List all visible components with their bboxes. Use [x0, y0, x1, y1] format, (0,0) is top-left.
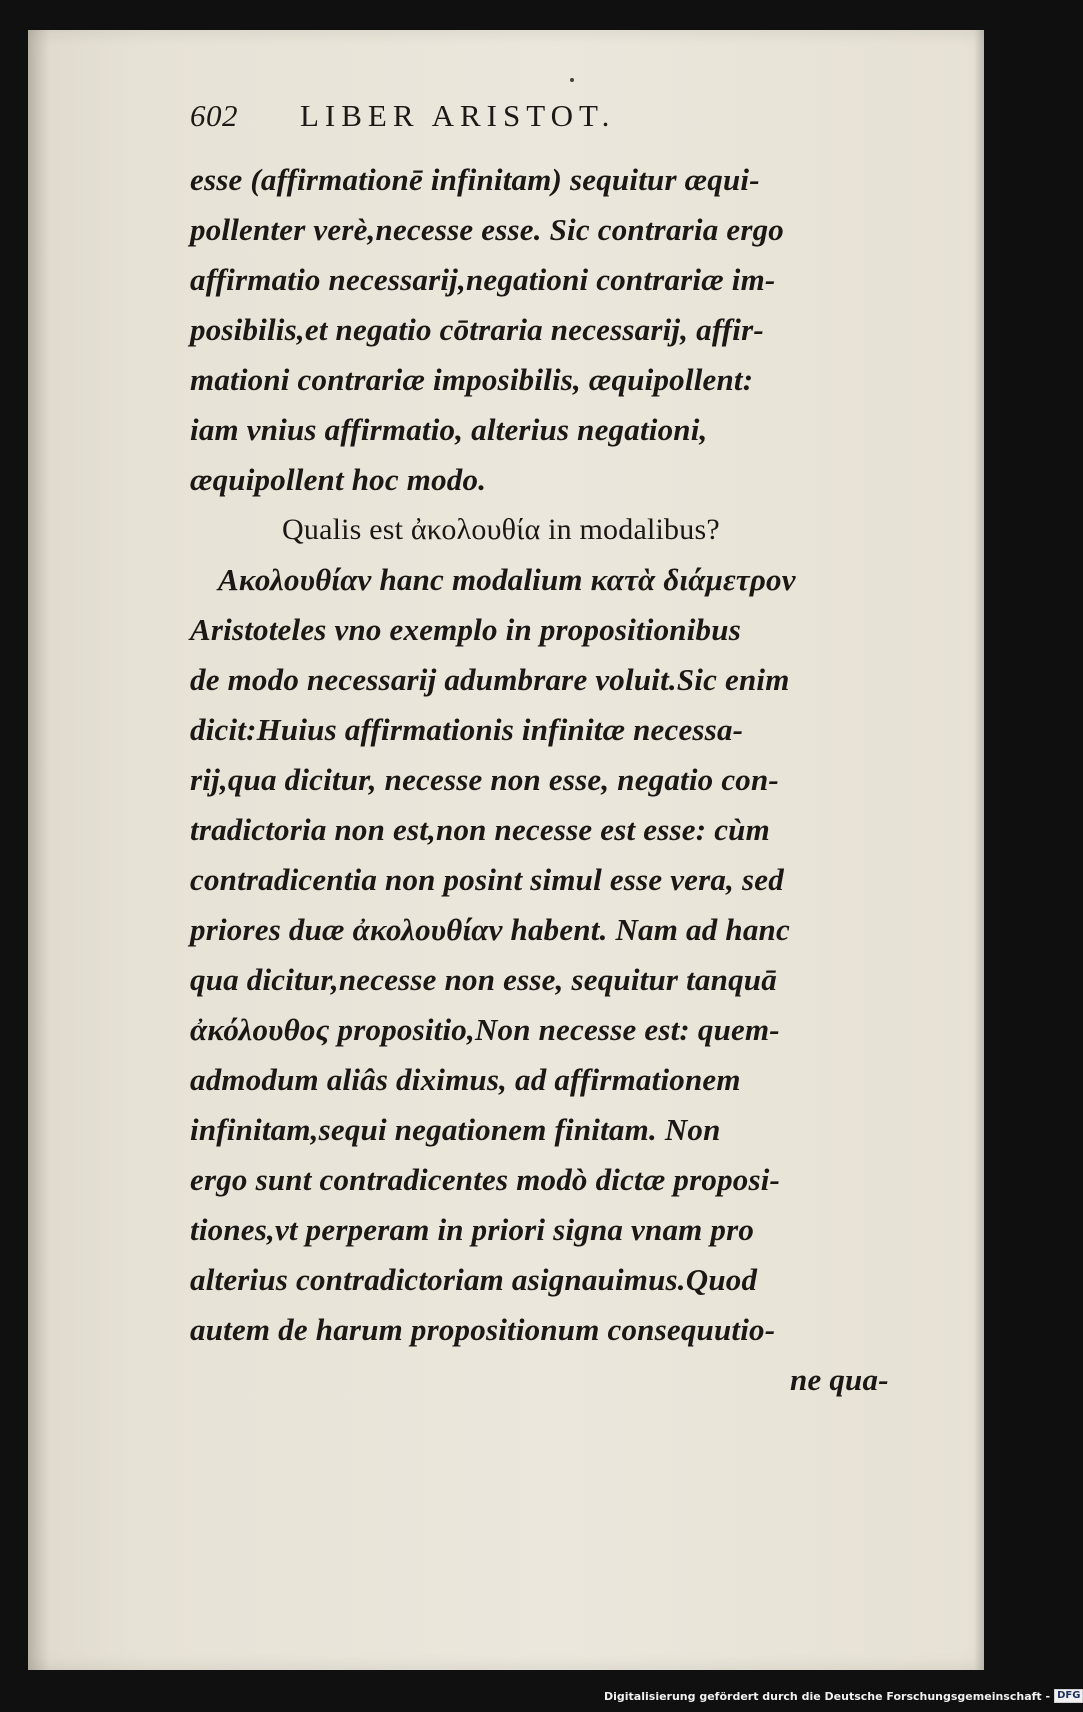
running-head: LIBER ARISTOT. — [300, 98, 616, 133]
text-line: qua dicitur,necesse non esse, sequitur tanquā — [190, 962, 777, 997]
text-line: de modo necessarij adumbrare voluit.Sic enim — [190, 662, 790, 697]
text-line: Aristoteles vno exemplo in propositionibus — [190, 612, 741, 647]
text-line: priores duæ ἀκολουθίαν habent. Nam ad hanc — [190, 912, 790, 947]
page-edge-shadow — [974, 30, 984, 1670]
gutter-shadow — [28, 30, 50, 1670]
text-line: tradictoria non est,non necesse est esse: cùm — [190, 812, 770, 847]
text-line: iam vnius affirmatio, alterius negationi, — [190, 412, 708, 447]
text-line: Ακολουθίαν hanc modalium κατὰ διάμετρον — [218, 562, 796, 597]
text-line: infinitam,sequi negationem finitam. Non — [190, 1112, 721, 1147]
text-line: autem de harum propositionum consequutio- — [190, 1312, 776, 1347]
text-line: ἀκόλουθος propositio,Non necesse est: quem- — [190, 1012, 780, 1047]
text-line: esse (affirmationē infinitam) sequitur æqui- — [190, 162, 760, 197]
dfg-logo: DFG — [1054, 1689, 1083, 1703]
catchword: ne qua- — [790, 1362, 889, 1397]
text-line: alterius contradictoriam asignauimus.Quod — [190, 1262, 758, 1297]
body-text — [190, 155, 942, 1405]
text-line: affirmatio necessarij,negationi contrariæ im- — [190, 262, 776, 297]
text-line: contradicentia non posint simul esse vera, sed — [190, 862, 784, 897]
page-number: 602 — [190, 98, 238, 133]
text-line: ergo sunt contradicentes modò dictæ proposi- — [190, 1162, 781, 1197]
digitization-credit — [604, 1686, 1081, 1706]
text-line: admodum aliâs diximus, ad affirmationem — [190, 1062, 741, 1097]
text-line: dicit:Huius affirmationis infinitæ necessa- — [190, 712, 744, 747]
ink-speck — [570, 78, 574, 82]
credit-text: Digitalisierung gefördert durch die Deutsche Forschungsgemeinschaft - — [604, 1689, 1051, 1703]
text-line: mationi contrariæ imposibilis, æquipollent: — [190, 362, 754, 397]
text-line: tiones,vt perperam in priori signa vnam pro — [190, 1212, 755, 1247]
text-line: posibilis,et negatio cōtraria necessarij, affir- — [190, 312, 764, 347]
section-heading: Qualis est ἀκολουθία in modalibus? — [282, 513, 720, 546]
text-line: æquipollent hoc modo. — [190, 462, 487, 497]
text-line: rij,qua dicitur, necesse non esse, negatio con- — [190, 762, 779, 797]
text-line: pollenter verè,necesse esse. Sic contraria ergo — [190, 212, 784, 247]
page-header — [190, 98, 830, 158]
